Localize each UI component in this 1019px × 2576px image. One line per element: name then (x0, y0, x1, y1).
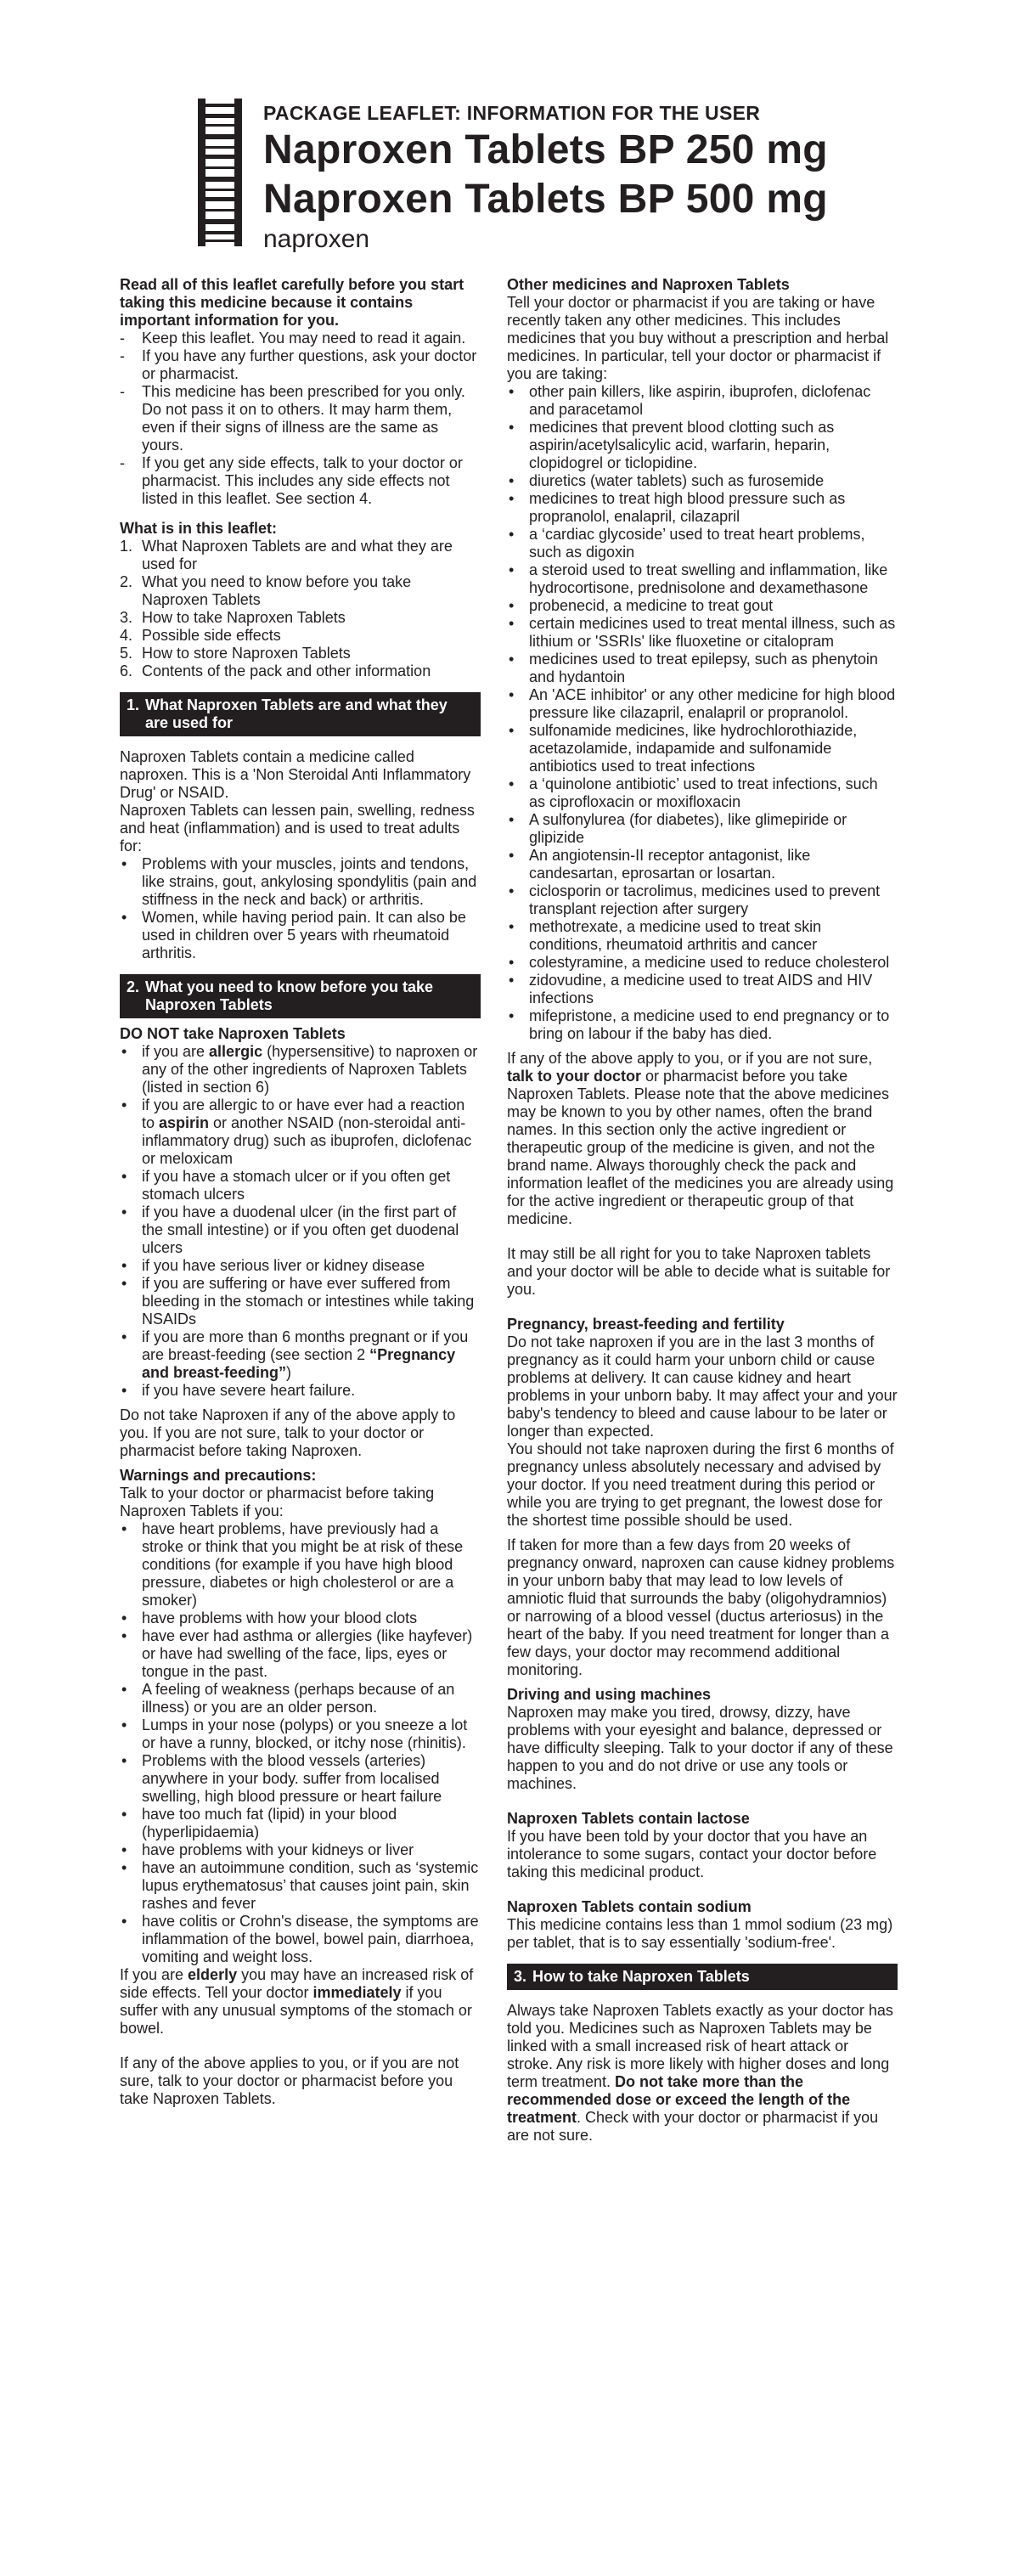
list-item: • mifepristone, a medicine used to end pregnancy or to bring on labour if the baby has died. (507, 1007, 898, 1043)
list-item: - This medicine has been prescribed for you only. Do not pass it on to others. It may harm them, even if their signs of illness are the same as yours. (120, 383, 481, 454)
do-not-take-heading: DO NOT take Naproxen Tablets (120, 1025, 346, 1042)
do-not-take-note: Do not take Naproxen if any of the above apply to you. If you are not sure, talk to your doctor or pharmacist before taking Naproxen. (120, 1406, 456, 1459)
other-medicines-list (507, 383, 898, 1043)
section-1-list (120, 855, 481, 962)
list-item: • have ever had asthma or allergies (like hayfever) or have had swelling of the face, lips, eyes or tongue in the past. (120, 1627, 481, 1681)
list-item: - If you get any side effects, talk to your doctor or pharmacist. This includes any side effects not listed in this leaflet. See section 4. (120, 454, 481, 508)
toc-heading: What is in this leaflet: (120, 520, 278, 537)
pregnancy-heading: Pregnancy, breast-feeding and fertility (507, 1316, 785, 1333)
warnings-intro: Talk to your doctor or pharmacist before taking Naproxen Tablets if you: (120, 1485, 435, 1519)
list-item: • if you are suffering or have ever suffered from bleeding in the stomach or intestines while taking NSAIDs (120, 1275, 481, 1328)
list-item: • methotrexate, a medicine used to treat skin conditions, rheumatoid arthritis and cancer (507, 918, 898, 954)
list-item: • if you have serious liver or kidney disease (120, 1257, 481, 1275)
section-3-para: Always take Naproxen Tablets exactly as your doctor has told you. Medicines such as Naproxen Tablets may be linked with a small increased risk of heart attack or stroke. Any risk is more likely with higher doses and long term treatment. Do not take more than the recommended dose or exceed the length of the treatment. Check with your doctor or pharmacist if you are not sure. (507, 2002, 893, 2144)
pregnancy-para: You should not take naproxen during the first 6 months of pregnancy unless absolutely necessary and advised by your doctor. If you need treatment during this period or while you are trying to get pregnant, the lowest dose for the shortest time possible should be used. (507, 1440, 894, 1529)
list-item: • Problems with the blood vessels (arteries) anywhere in your body. suffer from localised swelling, high blood pressure or heart failure (120, 1752, 481, 1806)
driving-heading: Driving and using machines (507, 1686, 712, 1703)
list-item: • have problems with how your blood clots (120, 1609, 481, 1627)
toc-item: 2. What you need to know before you take Naproxen Tablets (120, 573, 412, 608)
list-item: • a steroid used to treat swelling and inflammation, like hydrocortisone, prednisolone and dexamethasone (507, 561, 898, 597)
section-3-heading: 3. How to take Naproxen Tablets (507, 1964, 898, 1990)
list-item: • have colitis or Crohn's disease, the symptoms are inflammation of the bowel, bowel pain, diarrhoea, vomiting and weight loss. (120, 1913, 481, 1966)
lactose-para: If you have been told by your doctor that you have an intolerance to some sugars, contact your doctor before taking this medicinal product. (507, 1828, 877, 1880)
right-column (507, 276, 898, 2145)
warnings-list (120, 1520, 481, 1966)
intro-bold: Read all of this leaflet carefully before you start taking this medicine because it contains important information for you. (120, 276, 464, 329)
pharmacode-barcode (198, 99, 242, 246)
toc-item: 5. How to store Naproxen Tablets (120, 645, 351, 662)
lactose-heading: Naproxen Tablets contain lactose (507, 1810, 750, 1827)
list-item: • Problems with your muscles, joints and tendons, like strains, gout, ankylosing spondylitis (pain and stiffness in the neck and back) or arthritis. (120, 855, 481, 909)
list-item: - Keep this leaflet. You may need to read it again. (120, 330, 481, 347)
list-item: • if you are allergic to or have ever had a reaction to aspirin or another NSAID (non-steroidal anti-inflammatory drug) such as ibuprofen, diclofenac or meloxicam (120, 1096, 481, 1168)
left-column (120, 276, 481, 2108)
pregnancy-para: If taken for more than a few days from 20 weeks of pregnancy onward, naproxen can cause kidney problems in your unborn baby that may lead to low levels of amniotic fluid that surrounds the baby (oligohydramnios) or narrowing of a blood vessel (ductus arteriosus) in the heart of the baby. If you need treatment for longer than a few days, your doctor may recommend additional monitoring. (507, 1536, 895, 1678)
list-item: • have heart problems, have previously had a stroke or think that you might be at risk of these conditions (for example if you have high blood pressure, diabetes or high cholesterol or are a smoker) (120, 1520, 481, 1609)
final-note: If any of the above applies to you, or if you are not sure, talk to your doctor or pharmacist before you take Naproxen Tablets. (120, 2055, 459, 2107)
list-item: • A sulfonylurea (for diabetes), like glimepiride or glipizide (507, 811, 898, 847)
other-medicines-note-2: It may still be all right for you to take Naproxen tablets and your doctor will be able to decide what is suitable for you. (507, 1245, 891, 1298)
list-item: • other pain killers, like aspirin, ibuprofen, diclofenac and paracetamol (507, 383, 898, 419)
list-item: • A feeling of weakness (perhaps because of an illness) or you are an older person. (120, 1681, 481, 1716)
list-item: • ciclosporin or tacrolimus, medicines used to prevent transplant rejection after surgery (507, 882, 898, 918)
list-item: • a ‘cardiac glycoside’ used to treat heart problems, such as digoxin (507, 526, 898, 561)
section-2-heading: 2. What you need to know before you take Naproxen Tablets (120, 974, 481, 1018)
active-ingredient: naproxen (263, 225, 370, 253)
list-item: • have an autoimmune condition, such as ‘systemic lupus erythematosus’ that causes joint pain, skin rashes and fever (120, 1859, 481, 1913)
warnings-heading: Warnings and precautions: (120, 1467, 317, 1484)
list-item: • certain medicines used to treat mental illness, such as lithium or 'SSRIs' like fluoxetine or citalopram (507, 615, 898, 651)
list-item: • medicines that prevent blood clotting such as aspirin/acetylsalicylic acid, warfarin, heparin, clopidogrel or ticlopidine. (507, 419, 898, 472)
list-item: • Lumps in your nose (polyps) or you sneeze a lot or have a runny, blocked, or itchy nose (rhinitis). (120, 1716, 481, 1752)
leaflet-type-label: PACKAGE LEAFLET: INFORMATION FOR THE USER (263, 102, 761, 124)
list-item: • if you have severe heart failure. (120, 1382, 481, 1400)
leaflet-header (263, 100, 828, 255)
section-1-para: Naproxen Tablets contain a medicine called naproxen. This is a 'Non Steroidal Anti Inflammatory Drug' or NSAID. (120, 748, 471, 801)
list-item: • Women, while having period pain. It can also be used in children over 5 years with rheumatoid arthritis. (120, 909, 481, 962)
list-item: • medicines used to treat epilepsy, such as phenytoin and hydantoin (507, 651, 898, 686)
section-1-para: Naproxen Tablets can lessen pain, swelling, redness and heat (inflammation) and is used to treat adults for: (120, 802, 475, 854)
list-item: • sulfonamide medicines, like hydrochlorothiazide, acetazolamide, indapamide and sulfonamide antibiotics used to treat infections (507, 722, 898, 775)
toc-list (120, 538, 481, 680)
intro-list (120, 330, 481, 508)
other-medicines-note: If any of the above apply to you, or if you are not sure, talk to your doctor or pharmacist before you take Naproxen Tablets. Please note that the above medicines may be known to you by other names, often the brand names. In this section only the active ingredient or therapeutic group of the medicine is given, and not the brand name. Always thoroughly check the pack and information leaflet of the medicines you are already using for the active ingredient or therapeutic group of that medicine. (507, 1050, 894, 1227)
list-item: • a ‘quinolone antibiotic’ used to treat infections, such as ciprofloxacin or moxifloxacin (507, 775, 898, 811)
toc-item: 3. How to take Naproxen Tablets (120, 609, 346, 626)
sodium-para: This medicine contains less than 1 mmol sodium (23 mg) per tablet, that is to say essentially 'sodium-free'. (507, 1916, 893, 1951)
list-item: • diuretics (water tablets) such as furosemide (507, 472, 898, 490)
section-1-heading: 1. What Naproxen Tablets are and what they are used for (120, 692, 481, 736)
list-item: • if you have a duodenal ulcer (in the first part of the small intestine) or if you often get duodenal ulcers (120, 1203, 481, 1257)
list-item: • An 'ACE inhibitor' or any other medicine for high blood pressure like cilazapril, enalapril or propranolol. (507, 686, 898, 722)
list-item: • have too much fat (lipid) in your blood (hyperlipidaemia) (120, 1806, 481, 1841)
list-item: - If you have any further questions, ask your doctor or pharmacist. (120, 347, 481, 383)
list-item: • if you are more than 6 months pregnant or if you are breast-feeding (see section 2 “Pregnancy and breast-feeding”) (120, 1328, 481, 1382)
other-medicines-intro: Tell your doctor or pharmacist if you are taking or have recently taken any other medicines. This includes medicines that you buy without a prescription and herbal medicines. In particular, tell your doctor or pharmacist if you are taking: (507, 294, 889, 382)
do-not-take-list (120, 1043, 481, 1400)
barcode-graphic (198, 99, 242, 246)
list-item: • if you are allergic (hypersensitive) to naproxen or any of the other ingredients of Naproxen Tablets (listed in section 6) (120, 1043, 481, 1096)
toc-item: 1. What Naproxen Tablets are and what they are used for (120, 538, 453, 572)
driving-para: Naproxen may make you tired, drowsy, dizzy, have problems with your eyesight and balance, depressed or have difficulty sleeping. Talk to your doctor if any of these happen to you and do not drive or use any tools or machines. (507, 1704, 893, 1792)
other-medicines-heading: Other medicines and Naproxen Tablets (507, 276, 790, 293)
list-item: • medicines to treat high blood pressure such as propranolol, enalapril, cilazapril (507, 490, 898, 526)
list-item: • zidovudine, a medicine used to treat AIDS and HIV infections (507, 972, 898, 1007)
list-item: • if you have a stomach ulcer or if you often get stomach ulcers (120, 1168, 481, 1203)
toc-item: 6. Contents of the pack and other information (120, 662, 431, 679)
list-item: • have problems with your kidneys or liver (120, 1841, 481, 1859)
sodium-heading: Naproxen Tablets contain sodium (507, 1898, 752, 1915)
elderly-note: If you are elderly you may have an increased risk of side effects. Tell your doctor immediately if you suffer with any unusual symptoms of the stomach or bowel. (120, 1966, 474, 2037)
pregnancy-para: Do not take naproxen if you are in the last 3 months of pregnancy as it could harm your unborn child or cause problems at delivery. It can cause kidney and heart problems in your unborn baby. It may affect your and your baby's tendency to bleed and cause labour to be later or longer than expected. (507, 1333, 898, 1440)
product-title-250mg: Naproxen Tablets BP 250 mg (263, 127, 828, 172)
toc-item: 4. Possible side effects (120, 627, 281, 644)
list-item: • colestyramine, a medicine used to reduce cholesterol (507, 954, 898, 972)
list-item: • probenecid, a medicine to treat gout (507, 597, 898, 615)
product-title-500mg: Naproxen Tablets BP 500 mg (263, 177, 828, 222)
list-item: • An angiotensin-II receptor antagonist, like candesartan, eprosartan or losartan. (507, 847, 898, 882)
